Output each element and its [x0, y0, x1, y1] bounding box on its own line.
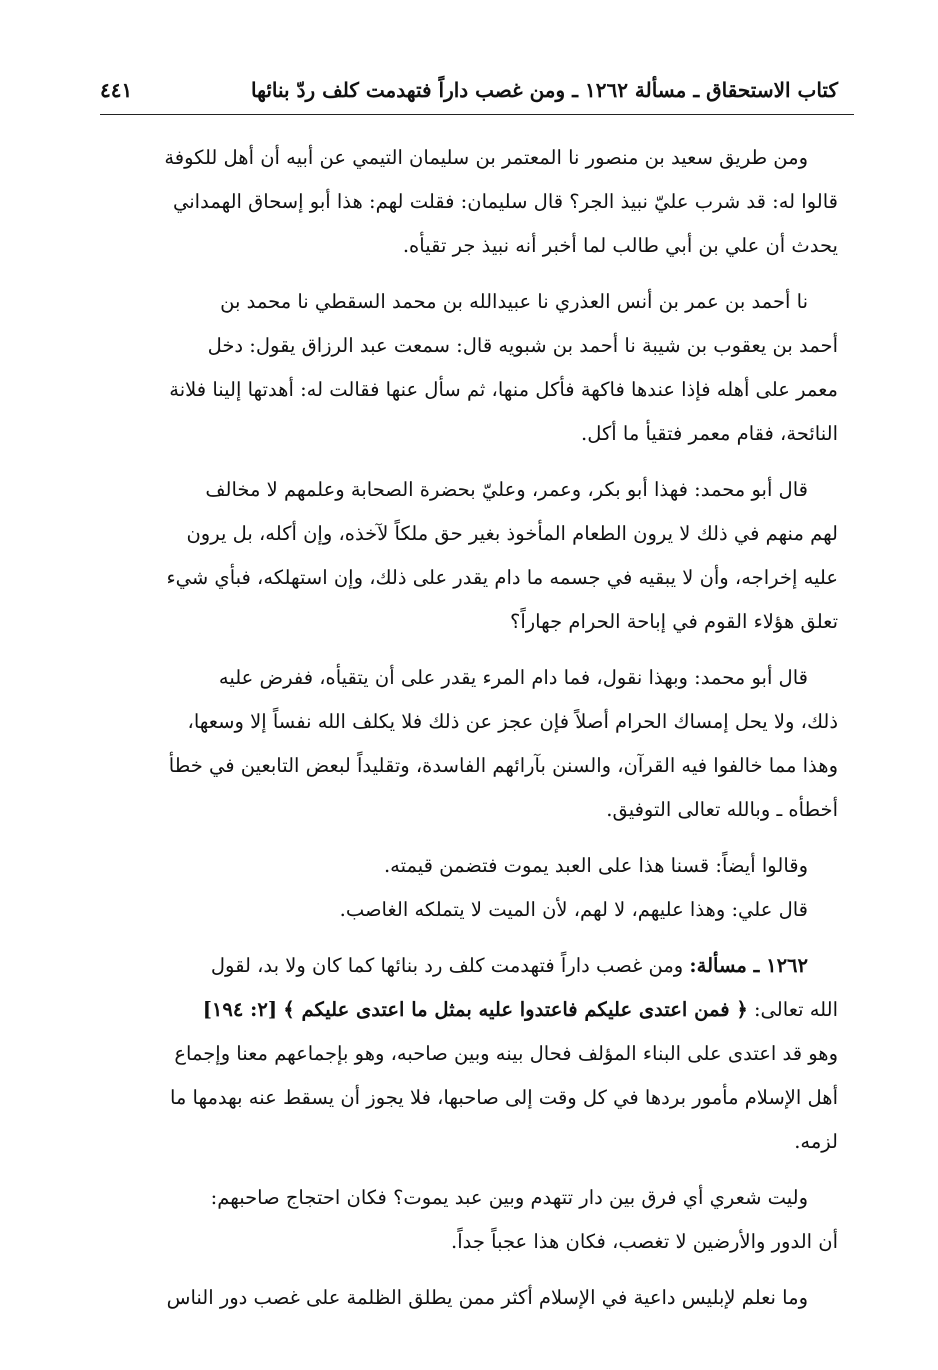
page-number: ٤٤١: [100, 78, 133, 102]
text-line: نا أحمد بن عمر بن أنس العذري نا عبيدالله بن محمد السقطي نا محمد بن: [220, 290, 808, 313]
issue-text: ومن غصب داراً فتهدمت كلف رد بنائها كما كان ولا بد، لقول: [210, 954, 684, 977]
page-body: [102, 136, 838, 1332]
text-line: أهل الإسلام مأمور بردها في كل وقت إلى صاحبها، فلا يجوز أن يسقط عنه بهدمها ما: [169, 1086, 838, 1109]
text-line: قال علي: وهذا عليهم، لا لهم، لأن الميت لا يتملكه الغاصب.: [339, 898, 808, 921]
verse-prefix: الله تعالى:: [753, 998, 838, 1021]
paragraph-2: [102, 280, 838, 456]
paragraph-6: [102, 888, 838, 932]
text-line: يحدث أن علي بن أبي طالب لما أخبر أنه نبيذ جر تقيأه.: [402, 234, 838, 257]
text-line: قال أبو محمد: وبهذا نقول، فما دام المرء يقدر على أن يتقيأه، ففرض عليه: [218, 666, 808, 689]
paragraph-4: [102, 656, 838, 832]
text-line: ذلك، ولا يحل إمساك الحرام أصلاً فإن عجز عن ذلك فلا يكلف الله نفساً إلا وسعها،: [187, 710, 838, 733]
text-line: ومن طريق سعيد بن منصور نا المعتمر بن سليمان التيمي عن أبيه أن أهل للكوفة: [164, 146, 808, 169]
paragraph-7-issue-1262: [102, 944, 838, 1164]
paragraph-5: [102, 844, 838, 888]
text-line: أحمد بن يعقوب بن شيبة نا أحمد بن شبويه قال: سمعت عبد الرزاق يقول: دخل: [207, 334, 838, 357]
verse-reference: [٢: ١٩٤]: [202, 998, 278, 1021]
text-line: تعلق هؤلاء القوم في إباحة الحرام جهاراً؟: [510, 610, 838, 633]
text-line: وهو قد اعتدى على البناء المؤلف فحال بينه وبين صاحبه، وهو بإجماعهم معنا وإجماع: [174, 1042, 838, 1065]
text-line: وهذا مما خالفوا فيه القرآن، والسنن بآرائهم الفاسدة، وتقليداً لبعض التابعين في خطأ: [168, 754, 838, 777]
text-line: قال أبو محمد: فهذا أبو بكر، وعمر، وعليّ بحضرة الصحابة وعلمهم لا مخالف: [205, 478, 808, 501]
text-line: لزمه.: [794, 1130, 838, 1153]
text-line: قالوا له: قد شرب عليّ نبيذ الجر؟ قال سليمان: فقلت لهم: هذا أبو إسحاق الهمداني: [173, 190, 838, 213]
paragraph-8: [102, 1176, 838, 1264]
quran-verse: ﴿ فمن اعتدى عليكم فاعتدوا عليه بمثل ما اعتدى عليكم ﴾: [283, 998, 748, 1021]
text-line: لهم منهم في ذلك لا يرون الطعام المأخوذ بغير حق ملكاً لآخذه، وإن أكله، بل يرون: [186, 522, 838, 545]
text-line: وقالوا أيضاً: قسنا هذا على العبد يموت فتضمن قيمته.: [383, 854, 808, 877]
header-title: كتاب الاستحقاق ـ مسألة ١٢٦٢ ـ ومن غصب داراً فتهدمت كلف ردّ بنائها: [251, 78, 838, 102]
text-line: أن الدور والأرضين لا تغصب، فكان هذا عجباً جداً.: [451, 1230, 838, 1253]
text-line: عليه إخراجه، وأن لا يبقيه في جسمه ما دام يقدر على ذلك، وإن استهلكه، فبأي شيء: [166, 566, 838, 589]
text-line: [102, 988, 838, 1032]
text-line: وما نعلم لإبليس داعية في الإسلام أكثر ممن يطلق الظلمة على غصب دور الناس: [166, 1286, 808, 1309]
text-line: وليت شعري أي فرق بين دار تتهدم وبين عبد يموت؟ فكان احتجاج صاحبهم:: [210, 1186, 808, 1209]
paragraph-9: [102, 1276, 838, 1320]
text-line: [102, 944, 838, 988]
paragraph-1: [102, 136, 838, 268]
header-divider: [100, 114, 854, 115]
text-line: معمر على أهله فإذا عندها فاكهة فأكل منها، ثم سأل عنها فقالت له: أهدتها إلينا فلانة: [169, 378, 838, 401]
running-header: [100, 62, 838, 102]
paragraph-3: [102, 468, 838, 644]
issue-number: ١٢٦٢ ـ مسألة:: [689, 954, 808, 977]
text-line: أخطأه ـ وبالله تعالى التوفيق.: [606, 798, 838, 821]
text-line: النائحة، فقام معمر فتقيأ ما أكل.: [581, 422, 838, 445]
